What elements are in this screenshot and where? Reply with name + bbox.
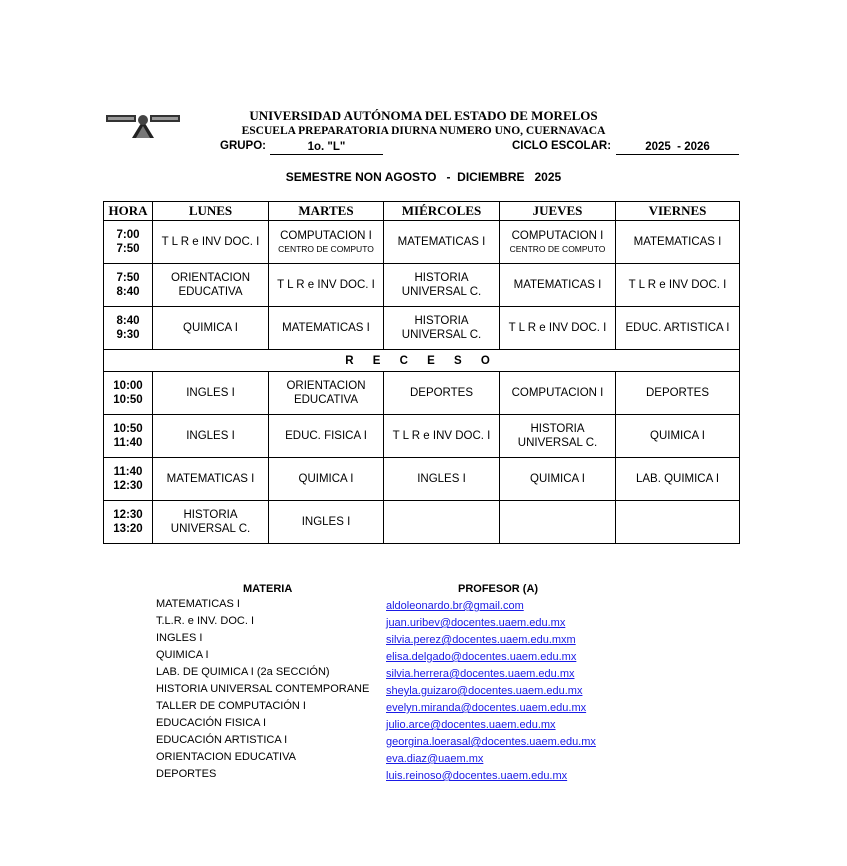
group-label: GRUPO: (220, 140, 266, 152)
class-cell (153, 458, 269, 501)
class-subject: QUIMICA I (298, 473, 354, 485)
time-end: 8:40 (116, 286, 140, 298)
time-cell (104, 458, 153, 501)
class-subject: T L R e INV DOC. I (161, 236, 260, 248)
time-start: 11:40 (113, 466, 143, 478)
class-cell (500, 264, 616, 307)
class-cell (153, 307, 269, 350)
class-subject: UNIVERSAL C. (401, 286, 482, 298)
teacher-email-link[interactable]: silvia.perez@docentes.uaem.edu.mxm (386, 634, 576, 646)
class-subject: UNIVERSAL C. (401, 329, 482, 341)
class-subject: UNIVERSAL C. (517, 437, 598, 449)
subject-column-header: MATERIA (243, 583, 293, 595)
class-cell (500, 458, 616, 501)
teacher-email-link[interactable]: juan.uribev@docentes.uaem.edu.mx (386, 617, 566, 629)
header-lunes: LUNES (153, 202, 269, 221)
time-start: 7:50 (116, 272, 140, 284)
cycle-label: CICLO ESCOLAR: (512, 140, 612, 152)
class-subject: COMPUTACION I (511, 387, 604, 399)
teacher-email-link[interactable]: aldoleonardo.br@gmail.com (386, 600, 524, 612)
class-subject: UNIVERSAL C. (170, 523, 251, 535)
subject-name: EDUCACIÓN ARTISTICA I (156, 734, 288, 746)
class-subject: ORIENTACION (170, 272, 250, 284)
class-cell (616, 221, 740, 264)
schedule-row (104, 264, 740, 307)
class-cell (616, 415, 740, 458)
class-cell (616, 458, 740, 501)
teacher-email-link[interactable]: georgina.loerasal@docentes.uaem.edu.mx (386, 736, 596, 748)
class-subject: HISTORIA (530, 423, 585, 435)
class-cell (500, 501, 616, 544)
class-cell (500, 372, 616, 415)
class-subject: INGLES I (301, 516, 351, 528)
teacher-email-link[interactable]: luis.reinoso@docentes.uaem.edu.mx (386, 770, 568, 782)
class-cell (384, 264, 500, 307)
subject-name: DEPORTES (156, 768, 217, 780)
class-cell (384, 221, 500, 264)
teacher-email-link[interactable]: evelyn.miranda@docentes.uaem.edu.mx (386, 702, 587, 714)
subject-name: T.L.R. e INV. DOC. I (156, 615, 255, 627)
teacher-email-link[interactable]: julio.arce@docentes.uaem.edu.mx (386, 719, 556, 731)
header-hora: HORA (104, 202, 153, 221)
class-subject: ORIENTACION (286, 380, 366, 392)
class-room: CENTRO DE COMPUTO (278, 244, 374, 254)
class-subject: HISTORIA (183, 509, 238, 521)
schedule-row (104, 221, 740, 264)
header-jueves: JUEVES (500, 202, 616, 221)
schedule-row (104, 372, 740, 415)
class-subject: MATEMATICAS I (166, 473, 255, 485)
teacher-email-link[interactable]: sheyla.guizaro@docentes.uaem.edu.mx (386, 685, 583, 697)
class-subject: QUIMICA I (183, 322, 238, 334)
semester-title: SEMESTRE NON AGOSTO - DICIEMBRE 2025 (285, 170, 562, 184)
class-subject: MATEMATICAS I (633, 236, 722, 248)
class-subject: T L R e INV DOC. I (628, 279, 727, 291)
time-start: 7:00 (116, 229, 140, 241)
time-end: 13:20 (113, 523, 143, 535)
class-subject: INGLES I (417, 473, 466, 485)
class-subject: INGLES I (186, 387, 235, 399)
class-subject: MATEMATICAS I (513, 279, 602, 291)
class-cell (153, 501, 269, 544)
class-cell (500, 415, 616, 458)
class-subject: HISTORIA (414, 272, 469, 284)
subject-name: MATEMATICAS I (156, 598, 240, 610)
time-start: 10:50 (113, 423, 143, 435)
class-subject: HISTORIA (414, 315, 469, 327)
time-cell (104, 221, 153, 264)
schedule-row (104, 458, 740, 501)
class-subject: T L R e INV DOC. I (508, 322, 607, 334)
class-subject: DEPORTES (645, 387, 710, 399)
class-subject: QUIMICA I (530, 473, 585, 485)
class-subject: EDUCATIVA (293, 394, 359, 406)
class-cell (384, 501, 500, 544)
class-subject: LAB. QUIMICA I (635, 473, 720, 485)
class-cell (500, 307, 616, 350)
subject-name: QUIMICA I (156, 649, 209, 661)
class-subject: INGLES I (186, 430, 235, 442)
time-start: 10:00 (113, 380, 143, 392)
header-viernes: VIERNES (616, 202, 740, 221)
university-title: UNIVERSIDAD AUTÓNOMA DEL ESTADO DE MORELOS (249, 108, 598, 123)
class-cell (269, 501, 384, 544)
class-cell (269, 307, 384, 350)
recess-row (104, 350, 740, 372)
class-cell (153, 372, 269, 415)
class-cell (384, 307, 500, 350)
class-subject: EDUCATIVA (178, 286, 243, 298)
class-cell (153, 221, 269, 264)
time-end: 11:40 (113, 437, 143, 449)
class-subject: MATEMATICAS I (282, 322, 370, 334)
class-cell (616, 372, 740, 415)
time-start: 8:40 (116, 315, 140, 327)
class-cell (269, 264, 384, 307)
class-cell (384, 458, 500, 501)
subject-name: LAB. DE QUIMICA I (2a SECCIÓN) (156, 666, 330, 678)
schedule-table (103, 201, 740, 544)
subject-name: EDUCACIÓN FISICA I (156, 717, 267, 729)
recess-label: R E C E S O (104, 350, 740, 372)
class-cell (269, 415, 384, 458)
class-subject: COMPUTACION I (280, 230, 372, 242)
teacher-email-link[interactable]: elisa.delgado@docentes.uaem.edu.mx (386, 651, 577, 663)
header-miercoles: MIÉRCOLES (384, 202, 500, 221)
subject-name: TALLER DE COMPUTACIÓN I (156, 700, 306, 712)
teacher-email-link[interactable]: eva.diaz@uaem.mx (386, 753, 484, 765)
time-end: 9:30 (116, 329, 140, 341)
subject-name: INGLES I (156, 632, 203, 644)
class-subject: MATEMATICAS I (397, 236, 486, 248)
class-cell (616, 501, 740, 544)
time-cell (104, 264, 153, 307)
cycle-value: 2025 - 2026 (616, 140, 739, 155)
subject-name: HISTORIA UNIVERSAL CONTEMPORANE (156, 683, 370, 695)
time-end: 7:50 (116, 243, 140, 255)
time-cell (104, 372, 153, 415)
school-title: ESCUELA PREPARATORIA DIURNA NUMERO UNO, CUERNAVACA (241, 125, 606, 137)
class-cell (500, 221, 616, 264)
class-subject: COMPUTACION I (511, 230, 604, 242)
class-subject: QUIMICA I (650, 430, 705, 442)
teacher-email-link[interactable]: silvia.herrera@docentes.uaem.edu.mx (386, 668, 575, 680)
teacher-column-header: PROFESOR (A) (458, 583, 539, 595)
schedule-row (104, 307, 740, 350)
time-start: 12:30 (113, 509, 143, 521)
class-cell (269, 221, 384, 264)
time-end: 10:50 (113, 394, 143, 406)
schedule-row (104, 501, 740, 544)
time-end: 12:30 (113, 480, 143, 492)
class-cell (269, 372, 384, 415)
class-cell (616, 264, 740, 307)
group-value: 1o. "L" (270, 140, 383, 155)
class-cell (384, 415, 500, 458)
class-cell (153, 415, 269, 458)
class-subject: EDUC. ARTISTICA I (625, 322, 730, 334)
class-cell (153, 264, 269, 307)
time-cell (104, 307, 153, 350)
subject-name: ORIENTACION EDUCATIVA (156, 751, 296, 763)
class-subject: EDUC. FISICA I (285, 430, 367, 442)
class-room: CENTRO DE COMPUTO (509, 244, 606, 254)
schedule-header-row (104, 202, 740, 221)
class-cell (616, 307, 740, 350)
schedule-row (104, 415, 740, 458)
class-subject: DEPORTES (409, 387, 474, 399)
class-cell (269, 458, 384, 501)
class-subject: T L R e INV DOC. I (277, 279, 375, 291)
header-martes: MARTES (269, 202, 384, 221)
time-cell (104, 415, 153, 458)
class-subject: T L R e INV DOC. I (392, 430, 491, 442)
time-cell (104, 501, 153, 544)
class-cell (384, 372, 500, 415)
